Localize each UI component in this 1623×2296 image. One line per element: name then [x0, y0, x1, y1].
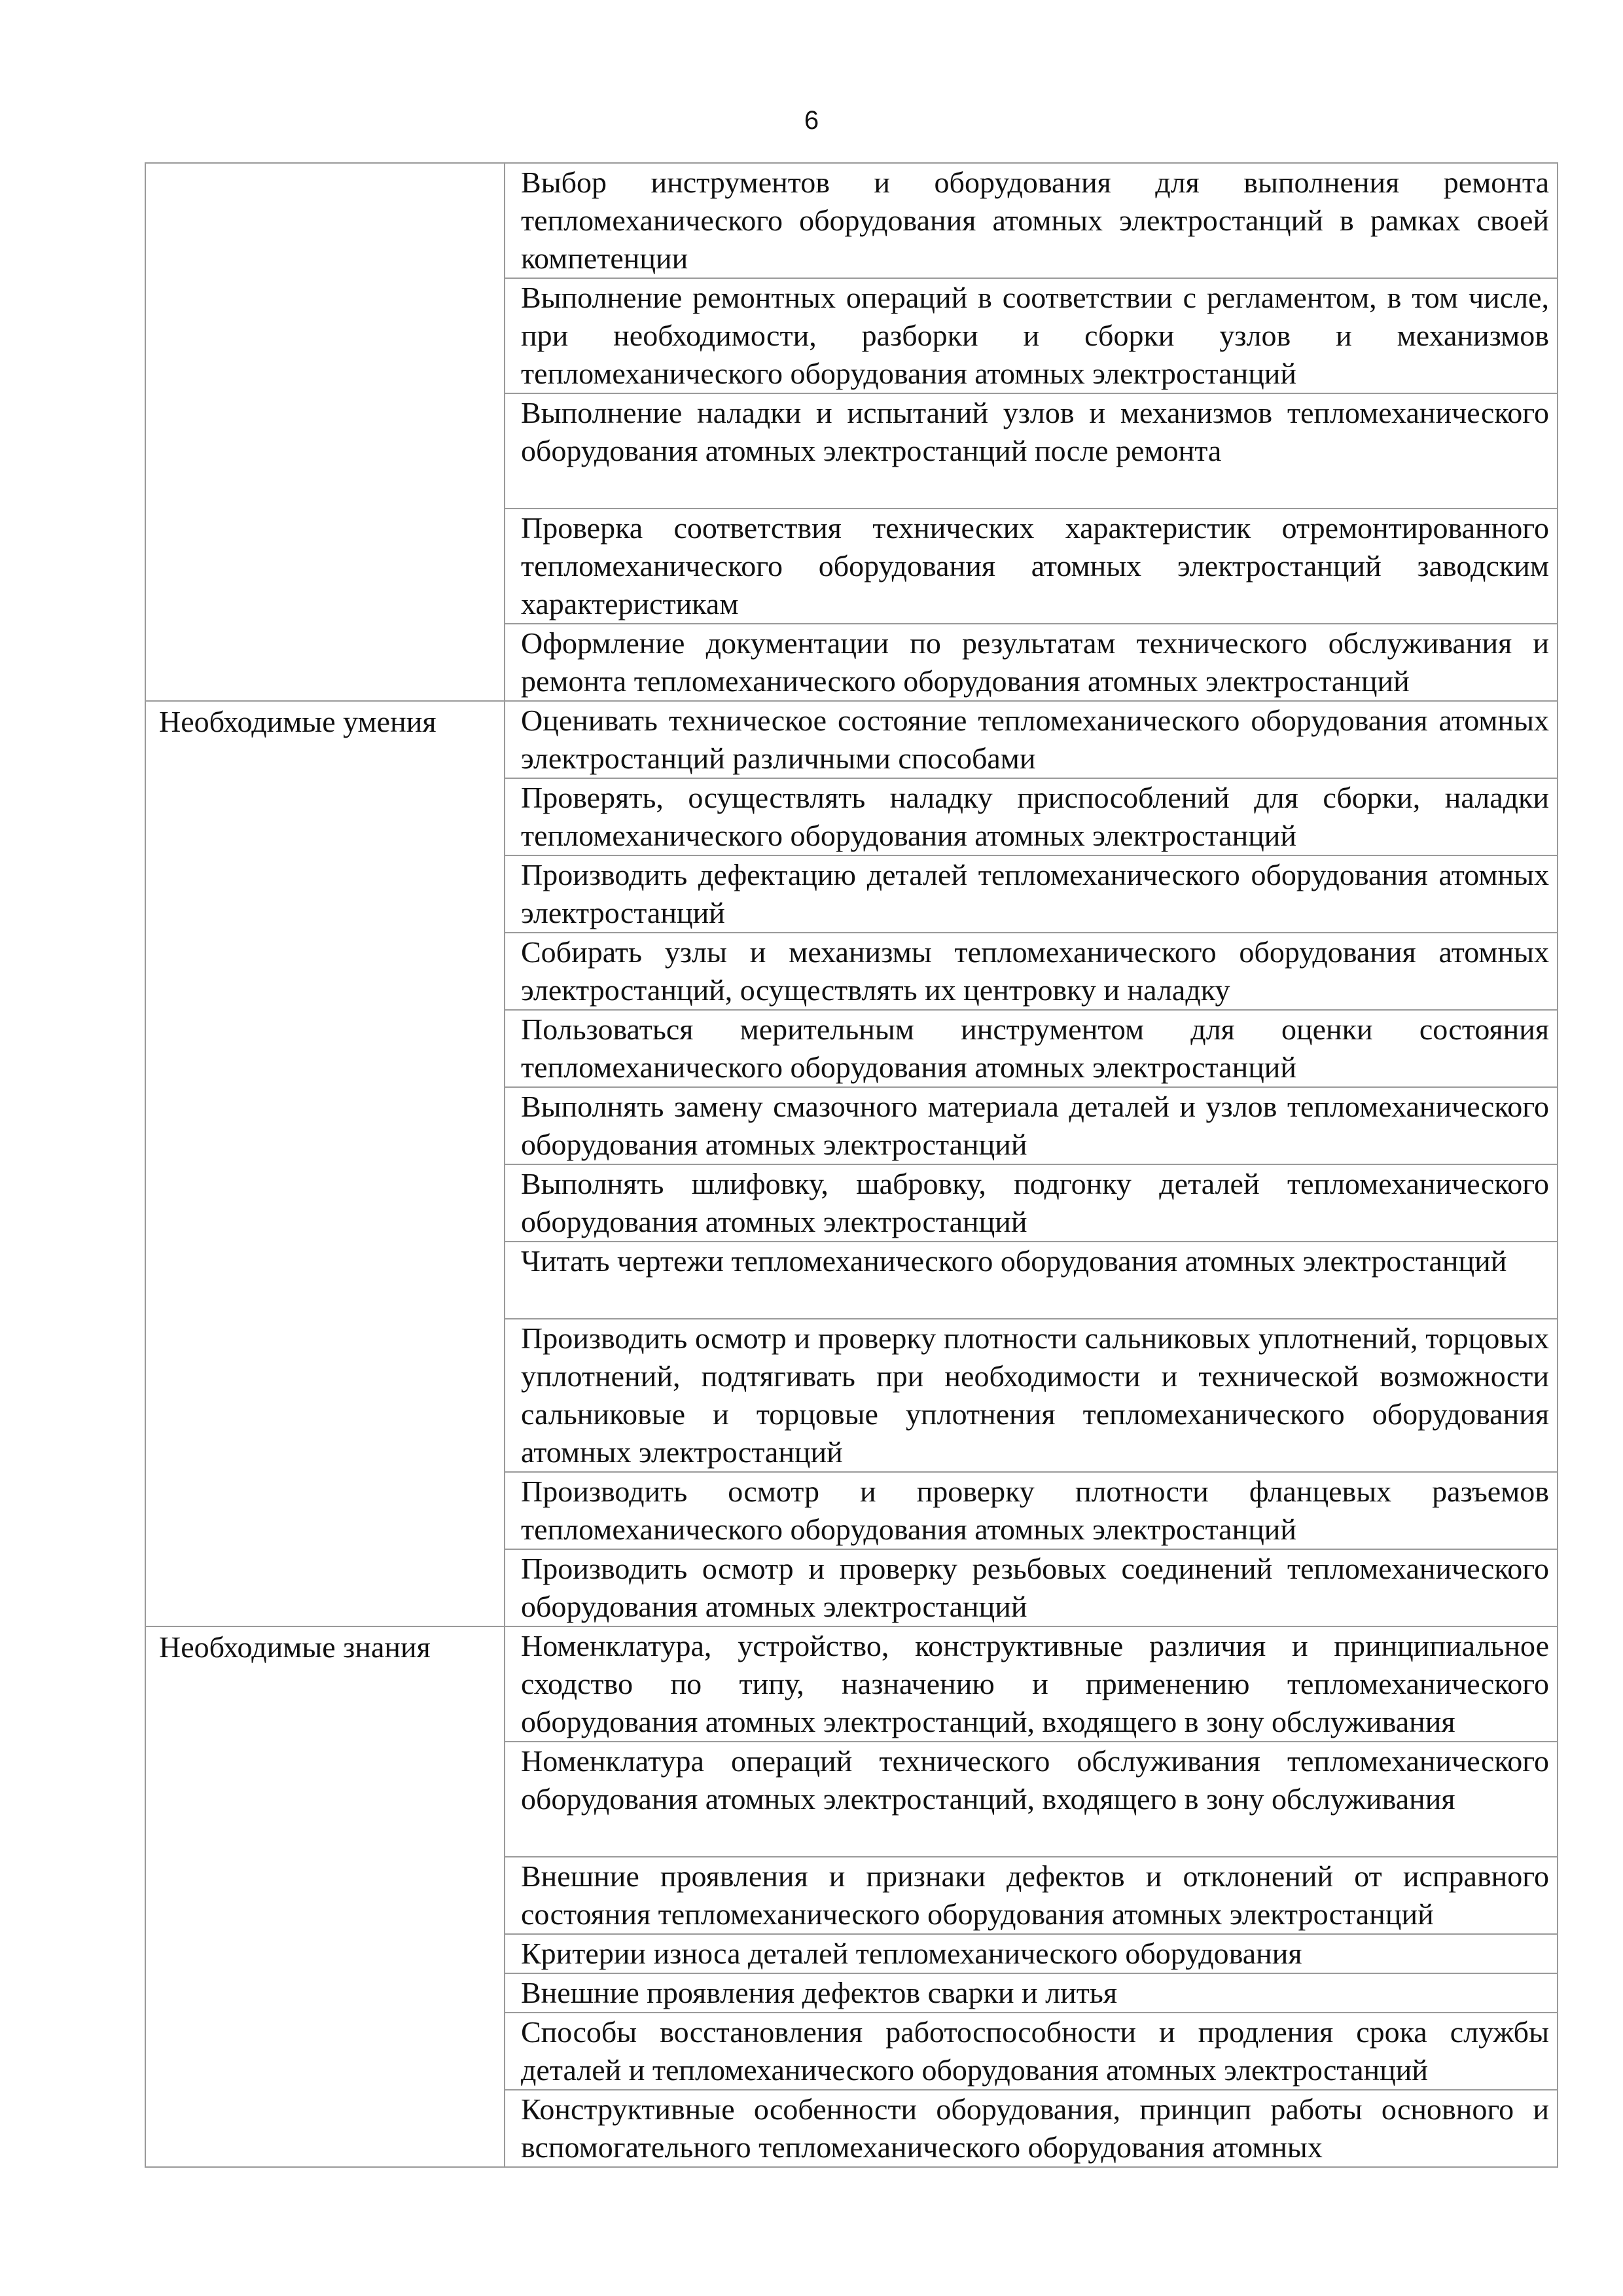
table-cell: Пользоваться мерительным инструментом для оценки состояния тепломеханического оборудования атомных электростанций: [505, 1010, 1558, 1087]
section-label-knowledge: Необходимые знания: [145, 1626, 505, 2167]
table-row: [145, 1626, 1558, 1742]
table-cell: Производить осмотр и проверку плотности фланцевых разъемов тепломеханического оборудования атомных электростанций: [505, 1472, 1558, 1549]
table-cell: Выполнять замену смазочного материала деталей и узлов тепломеханического оборудования атомных электростанций: [505, 1087, 1558, 1164]
table-cell: Производить осмотр и проверку резьбовых соединений тепломеханического оборудования атомных электростанций: [505, 1549, 1558, 1626]
table-cell: Конструктивные особенности оборудования, принцип работы основного и вспомогательного тепломеханического оборудования атомных: [505, 2090, 1558, 2167]
table-cell: Номенклатура, устройство, конструктивные различия и принципиальное сходство по типу, назначению и применению тепломеханического оборудования атомных электростанций, входящего в зону обслуживания: [505, 1626, 1558, 1742]
table-cell: Внешние проявления дефектов сварки и литья: [505, 1973, 1558, 2013]
table-cell: Внешние проявления и признаки дефектов и отклонений от исправного состояния тепломеханического оборудования атомных электростанций: [505, 1857, 1558, 1934]
table-cell: Выполнение ремонтных операций в соответствии с регламентом, в том числе, при необходимости, разборки и сборки узлов и механизмов тепломеханического оборудования атомных электростанций: [505, 278, 1558, 393]
table-cell: Выполнение наладки и испытаний узлов и механизмов тепломеханического оборудования атомных электростанций после ремонта: [505, 393, 1558, 509]
table-cell: Собирать узлы и механизмы тепломеханического оборудования атомных электростанций, осуществлять их центровку и наладку: [505, 933, 1558, 1010]
table-cell: Проверка соответствия технических характеристик отремонтированного тепломеханического оборудования атомных электростанций заводским характеристикам: [505, 509, 1558, 624]
table-cell: Критерии износа деталей тепломеханического оборудования: [505, 1934, 1558, 1973]
page-number: 6: [804, 106, 819, 135]
section-label-actions: [145, 163, 505, 701]
table-cell: Выполнять шлифовку, шабровку, подгонку деталей тепломеханического оборудования атомных электростанций: [505, 1164, 1558, 1242]
table-cell: Производить осмотр и проверку плотности сальниковых уплотнений, торцовых уплотнений, подтягивать при необходимости и технической возможности сальниковые и торцовые уплотнения тепломеханического оборудования атомных электростанций: [505, 1319, 1558, 1472]
table-cell: Оформление документации по результатам технического обслуживания и ремонта тепломеханического оборудования атомных электростанций: [505, 624, 1558, 701]
table-cell: Производить дефектацию деталей тепломеханического оборудования атомных электростанций: [505, 855, 1558, 933]
table-cell: Выбор инструментов и оборудования для выполнения ремонта тепломеханического оборудования атомных электростанций в рамках своей компетенции: [505, 163, 1558, 278]
table-cell: Номенклатура операций технического обслуживания тепломеханического оборудования атомных электростанций, входящего в зону обслуживания: [505, 1742, 1558, 1857]
table-row: [145, 163, 1558, 278]
table-cell: Оценивать техническое состояние тепломеханического оборудования атомных электростанций различными способами: [505, 701, 1558, 778]
table-cell: Способы восстановления работоспособности и продления срока службы деталей и тепломеханического оборудования атомных электростанций: [505, 2013, 1558, 2090]
table-cell: Проверять, осуществлять наладку приспособлений для сборки, наладки тепломеханического оборудования атомных электростанций: [505, 778, 1558, 855]
competency-table: [145, 162, 1558, 2168]
table-row: [145, 701, 1558, 778]
table-cell: Читать чертежи тепломеханического оборудования атомных электростанций: [505, 1242, 1558, 1319]
section-label-skills: Необходимые умения: [145, 701, 505, 1626]
